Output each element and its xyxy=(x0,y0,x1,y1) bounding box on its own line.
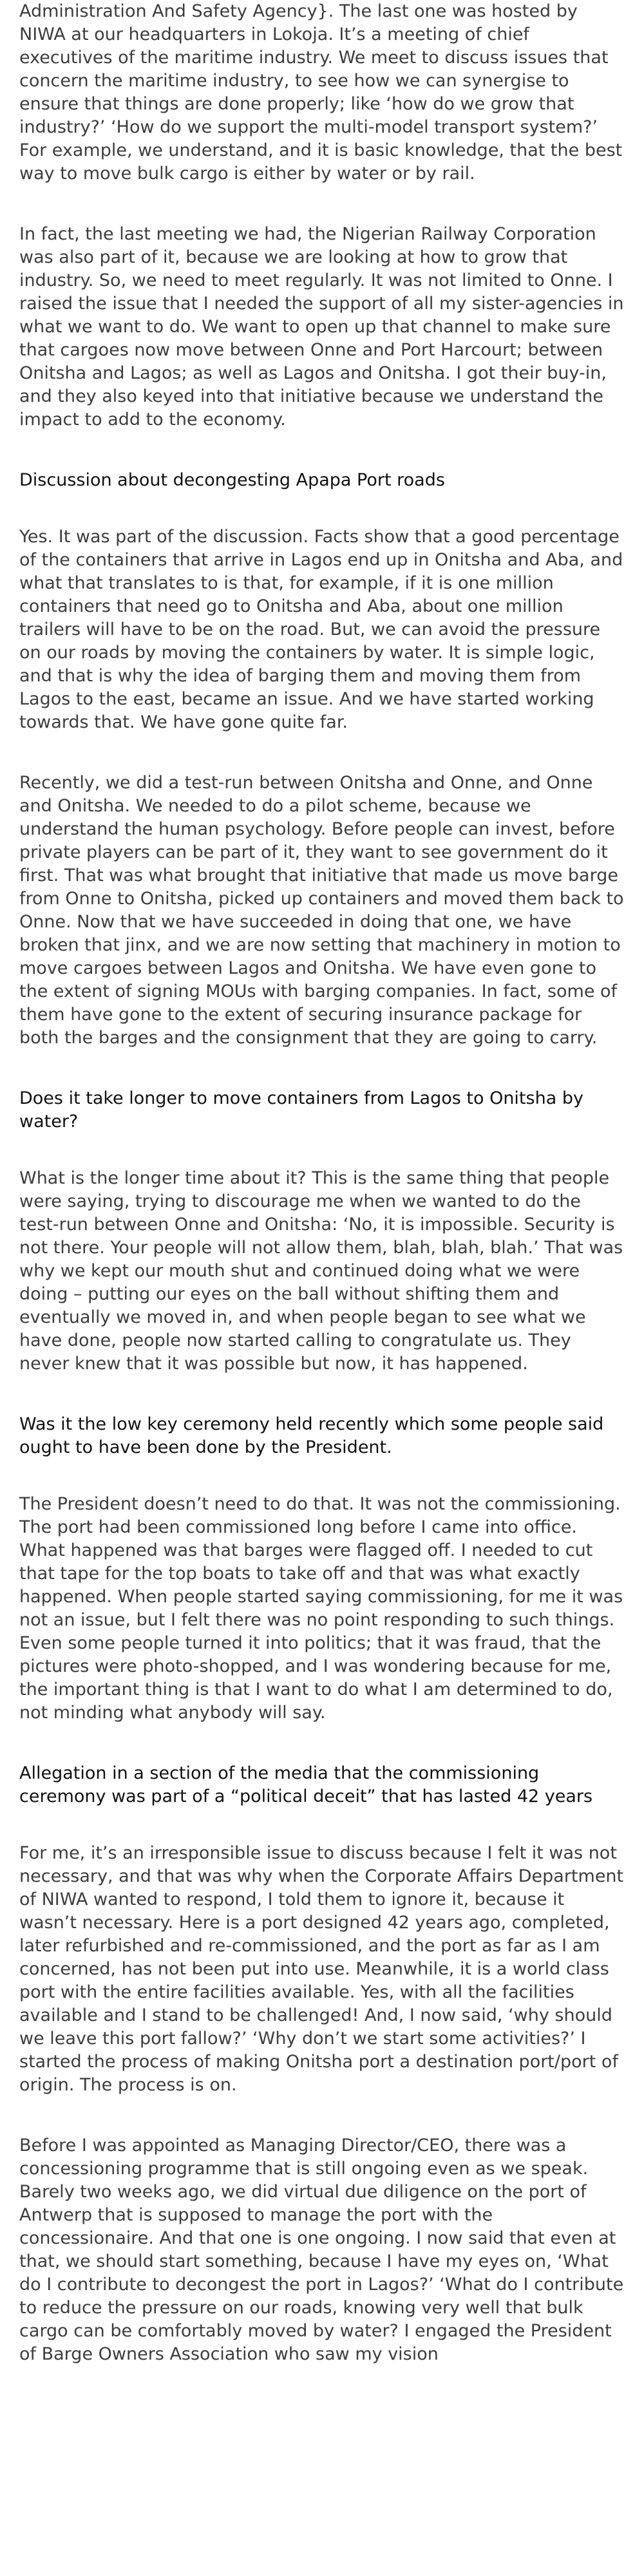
section-heading-ceremony: Was it the low key ceremony held recently which some people said ought to have been done by the President. xyxy=(19,1414,604,1457)
spacer xyxy=(19,1376,625,1413)
spacer xyxy=(19,1808,625,1842)
paragraph-3: Yes. It was part of the discussion. Facts show that a good percentage of the containers that arrive in Lagos end up in Onitsha and Aba, and what that translates to is that, for example, if it is one million containers that need go to Onitsha and Aba, about one million trailers will have to be on the road. But, we can avoid the pressure on our roads by moving the containers by water. It is simple logic, and that is why the idea of barging them and moving them from Lagos to the east, became an issue. And we have started working towards that. We have gone quite far. xyxy=(19,527,623,732)
paragraph-8: Before I was appointed as Managing Director/CEO, there was a concessioning programme that is still ongoing even as we speak. Barely two weeks ago, we did virtual due diligence on the port of Antwerp that is supposed to manage the port with the concessionaire. And that one is one ongoing. I now said that even at that, we should start something, because I have my eyes on, ‘What do I contribute to decongest the port in Lagos?’ ‘What do I contribute to reduce the pressure on our roads, knowing very well that bulk cargo can be comfortably moved by water? I engaged the President of Barge Owners Association who saw my vision xyxy=(19,2136,624,2364)
spacer xyxy=(19,492,625,526)
spacer xyxy=(19,185,625,223)
paragraph-6: The President doesn’t need to do that. It was not the commissioning. The port had been commissioned long before I came into office. What happened was that barges were flagged off. I needed to cut that tape for the top boats to take off and that was what exactly happened. When people started saying commissioning, for me it was not an issue, but I felt there was no point responding to such things. Even some people turned it into politics; that it was fraud, that the pictures were photo-shopped, and I was wondering because for me, the important thing is that I want to do what I am determined to do, not minding what anybody will say. xyxy=(19,1494,623,1723)
section-heading-allegation: Allegation in a section of the media that the commissioning ceremony was part of a “political deceit” that has lasted 42 years xyxy=(19,1763,593,1806)
spacer xyxy=(19,2097,625,2134)
spacer xyxy=(19,1133,625,1167)
paragraph-5: What is the longer time about it? This is the same thing that people were saying, trying to discourage me when we wanted to do the test-run between Onne and Onitsha: ‘No, it is impossible. Security is not there. Your people will not allow them, blah, blah, blah.’ That was why we kept our mouth shut and continued doing what we were doing – putting our eyes on the ball without shifting them and eventually we moved in, and when people began to see what we have done, people now started calling to congratulate us. They never knew that it was possible but now, it has happened. xyxy=(19,1168,623,1374)
spacer xyxy=(19,1050,625,1087)
paragraph-1: Administration And Safety Agency}. The last one was hosted by NIWA at our headquarters in Lokoja. It’s a meeting of chief executives of the maritime industry. We meet to discuss issues that concern the maritime industry, to see how we can synergise to ensure that things are done properly; like ‘how do we grow that industry?’ ‘How do we support the multi-model transport system?’ For example, we understand, and it is basic knowledge, that the best way to move bulk cargo is either by water or by rail. xyxy=(19,1,623,184)
spacer xyxy=(19,431,625,469)
spacer xyxy=(19,1459,625,1493)
paragraph-7: For me, it’s an irresponsible issue to discuss because I felt it was not necessary, and that was why when the Corporate Affairs Department of NIWA wanted to respond, I told them to ignore it, because it wasn’t necessary. Here is a port designed 42 years ago, completed, later refurbished and re-commissioned, and the port as far as I am concerned, has not been put into use. Meanwhile, it is a world class port with the entire facilities available. Yes, with all the facilities available and I stand to be challenged! And, I now said, ‘why should we leave this port fallow?’ ‘Why don’t we start some activities?’ I started the process of making Onitsha port a destination port/port of origin. The process is on. xyxy=(19,1843,624,2095)
section-heading-apapa: Discussion about decongesting Apapa Port roads xyxy=(19,470,445,490)
section-heading-lagos-onitsha: Does it take longer to move containers from Lagos to Onitsha by water? xyxy=(19,1088,583,1132)
paragraph-2: In fact, the last meeting we had, the Nigerian Railway Corporation was also part of it, because we are looking at how to grow that industry. So, we need to meet regularly. It was not limited to Onne. I raised the issue that I needed the support of all my sister-agencies in what we want to do. We want to open up that channel to make sure that cargoes now move between Onne and Port Harcourt; between Onitsha and Lagos; as well as Lagos and Onitsha. I got their buy-in, and they also keyed into that initiative because we understand the impact to add to the economy. xyxy=(19,224,624,430)
spacer xyxy=(19,1725,625,1762)
spacer xyxy=(19,734,625,772)
paragraph-4: Recently, we did a test-run between Onitsha and Onne, and Onne and Onitsha. We needed to do a pilot scheme, because we understand the human psychology. Before people can invest, before private players can be part of it, they want to see government do it first. That was what brought that initiative that made us move barge from Onne to Onitsha, picked up containers and moved them back to Onne. Now that we have succeeded in doing that one, we have broken that jinx, and we are now setting that machinery in motion to move cargoes between Lagos and Onitsha. We have even gone to the extent of signing MOUs with barging companies. In fact, some of them have gone to the extent of securing insurance package for both the barges and the consignment that they are going to carry. xyxy=(19,773,624,1048)
